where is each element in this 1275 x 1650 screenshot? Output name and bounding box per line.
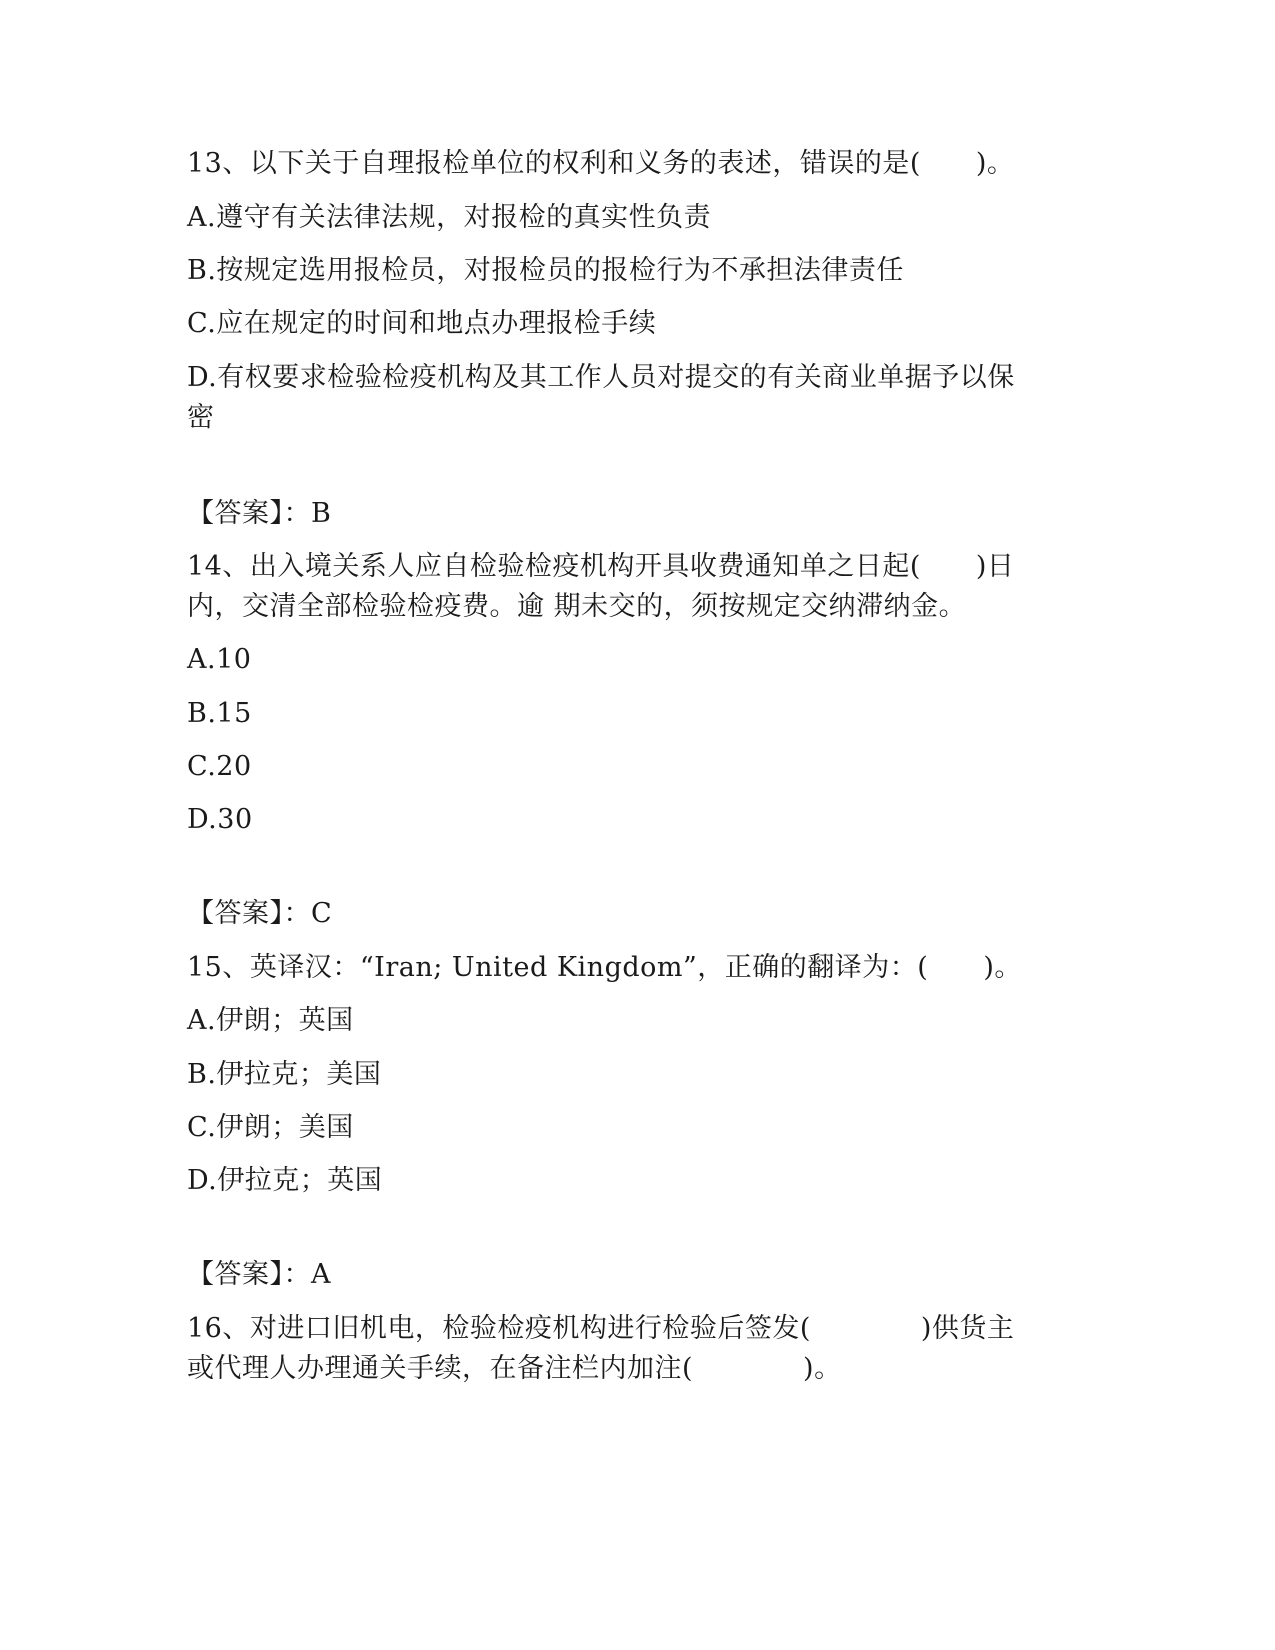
question-13-option-c: C.应在规定的时间和地点办理报检手续 xyxy=(187,308,657,339)
question-14-option-a: A.10 xyxy=(187,644,252,675)
question-13-answer: 【答案】：B xyxy=(187,498,332,529)
question-13-option-b: B.按规定选用报检员，对报检员的报检行为不承担法律责任 xyxy=(187,255,904,286)
question-15-option-c: C.伊朗；美国 xyxy=(187,1112,354,1143)
question-15-option-b: B.伊拉克；美国 xyxy=(187,1059,382,1090)
question-14-answer: 【答案】：C xyxy=(187,898,333,929)
question-14-option-b: B.15 xyxy=(187,698,252,729)
question-14-option-c: C.20 xyxy=(187,751,252,782)
question-16-stem-line-2: 或代理人办理通关手续，在备注栏内加注( )。 xyxy=(187,1353,842,1384)
question-15-option-d: D.伊拉克；英国 xyxy=(187,1165,383,1196)
question-13-option-d-continued: 密 xyxy=(187,402,215,433)
question-13-option-a: A.遵守有关法律法规，对报检的真实性负责 xyxy=(187,202,712,233)
question-15-stem: 15、英译汉：“Iran; United Kingdom”，正确的翻译为：( )。 xyxy=(187,952,1022,983)
question-13-option-d: D.有权要求检验检疫机构及其工作人员对提交的有关商业单据予以保 xyxy=(187,362,1015,393)
question-14-stem-line-1: 14、出入境关系人应自检验检疫机构开具收费通知单之日起( )日 xyxy=(187,551,1015,582)
question-15-answer: 【答案】：A xyxy=(187,1259,331,1290)
question-16-stem-line-1: 16、对进口旧机电，检验检疫机构进行检验后签发( )供货主 xyxy=(187,1313,1015,1344)
question-14-option-d: D.30 xyxy=(187,804,253,835)
question-14-stem-line-2: 内，交清全部检验检疫费。逾 期未交的，须按规定交纳滞纳金。 xyxy=(187,591,967,622)
question-15-option-a: A.伊朗；英国 xyxy=(187,1005,354,1036)
question-13-stem: 13、以下关于自理报检单位的权利和义务的表述，错误的是( )。 xyxy=(187,148,1015,179)
